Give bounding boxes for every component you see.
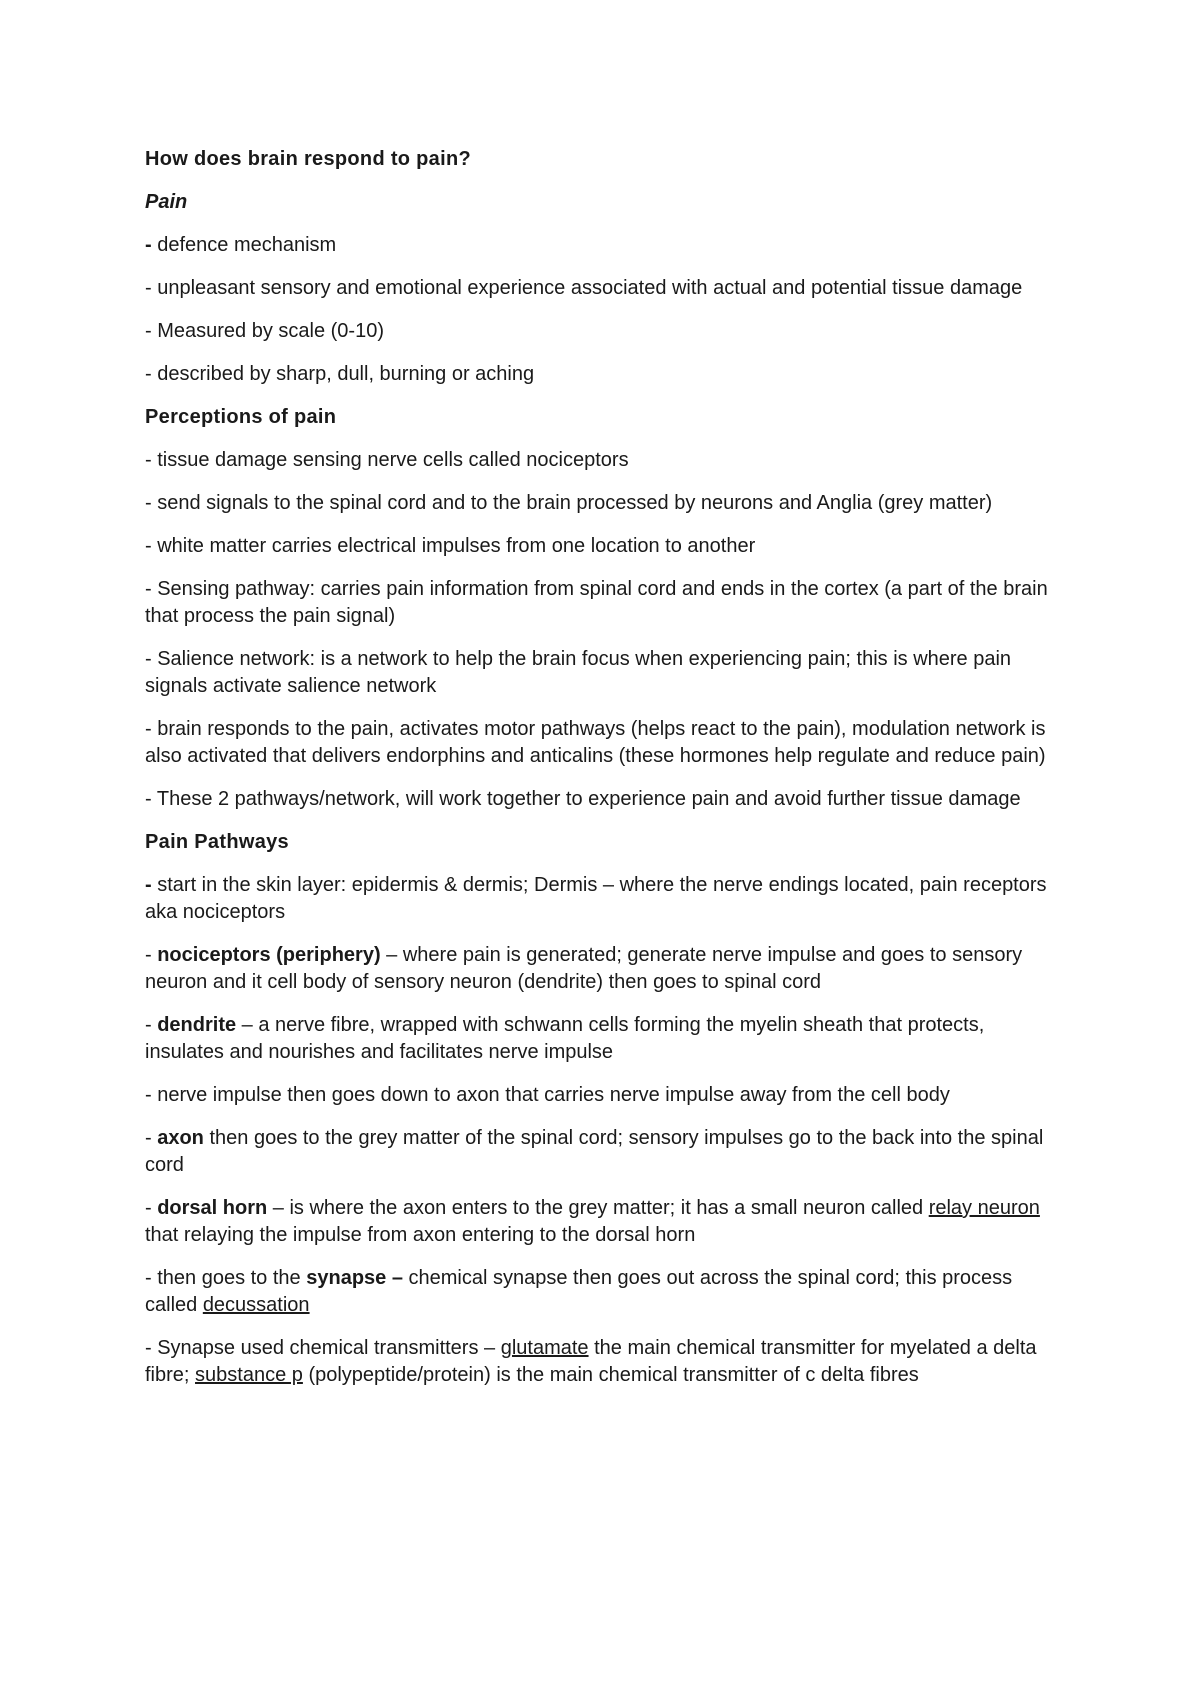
term-nociceptors: nociceptors (periphery) xyxy=(157,944,381,966)
item-prefix: - Synapse used chemical transmitters – xyxy=(145,1337,501,1359)
list-item: - Salience network: is a network to help the brain focus when experiencing pain; this is where pain signals activate salience network xyxy=(145,648,1012,697)
list-item: - send signals to the spinal cord and to the brain processed by neurons and Anglia (grey matter) xyxy=(145,492,993,514)
term-glutamate: glutamate xyxy=(500,1337,589,1359)
document-page xyxy=(145,146,1065,1405)
term-dorsal-horn: dorsal horn xyxy=(157,1197,268,1219)
item-prefix: - xyxy=(145,1127,158,1149)
list-item: - tissue damage sensing nerve cells called nociceptors xyxy=(145,449,629,471)
item-prefix: - then goes to the xyxy=(145,1267,307,1289)
item-prefix: - xyxy=(145,1014,158,1036)
item-prefix: - xyxy=(145,1197,158,1219)
item-text: then goes to the grey matter of the spinal cord; sensory impulses go to the back into the spinal cord xyxy=(145,1127,1044,1176)
term-decussation: decussation xyxy=(202,1294,310,1316)
list-item: - Measured by scale (0-10) xyxy=(145,320,384,342)
item-prefix: - xyxy=(145,944,158,966)
term-relay-neuron: relay neuron xyxy=(928,1197,1040,1219)
dash: - xyxy=(145,234,152,256)
list-item xyxy=(145,1125,1065,1179)
item-text: that relaying the impulse from axon entering to the dorsal horn xyxy=(145,1224,696,1246)
term-axon: axon xyxy=(157,1127,204,1149)
list-item: - nerve impulse then goes down to axon that carries nerve impulse away from the cell body xyxy=(145,1084,950,1106)
list-item: - brain responds to the pain, activates motor pathways (helps react to the pain), modulation network is also activated that delivers endorphins and anticalins (these hormones help regulate and reduce pain) xyxy=(145,718,1046,767)
list-item xyxy=(145,1335,1065,1389)
list-item: - described by sharp, dull, burning or aching xyxy=(145,363,535,385)
section-heading-perceptions: Perceptions of pain xyxy=(145,406,337,428)
item-text: start in the skin layer: epidermis & dermis; Dermis – where the nerve endings located, pain receptors aka nociceptors xyxy=(145,874,1047,923)
item-text: defence mechanism xyxy=(151,234,337,256)
item-text: chemical synapse then goes out across the spinal cord; this process called xyxy=(145,1267,1013,1316)
item-text: – a nerve fibre, wrapped with schwann cells forming the myelin sheath that protects, insulates and nourishes and facilitates nerve impulse xyxy=(145,1014,985,1063)
document-title: How does brain respond to pain? xyxy=(145,148,471,170)
section-heading-pathways: Pain Pathways xyxy=(145,831,289,853)
list-item xyxy=(145,1195,1065,1249)
term-synapse: synapse – xyxy=(306,1267,403,1289)
item-text: (polypeptide/protein) is the main chemical transmitter of c delta fibres xyxy=(302,1364,919,1386)
list-item xyxy=(145,1265,1065,1319)
term-dendrite: dendrite xyxy=(157,1014,237,1036)
item-text: – is where the axon enters to the grey matter; it has a small neuron called xyxy=(267,1197,929,1219)
term-substance-p: substance p xyxy=(195,1364,303,1386)
item-text: the main chemical transmitter for myelated a delta fibre; xyxy=(145,1337,1037,1386)
list-item: - unpleasant sensory and emotional experience associated with actual and potential tissue damage xyxy=(145,277,1023,299)
section-heading-pain: Pain xyxy=(145,191,188,213)
item-text: – where pain is generated; generate nerve impulse and goes to sensory neuron and it cell body of sensory neuron (dendrite) then goes to spinal cord xyxy=(145,944,1023,993)
list-item xyxy=(145,232,1065,259)
dash: - xyxy=(145,874,152,896)
list-item: - Sensing pathway: carries pain information from spinal cord and ends in the cortex (a part of the brain that process the pain signal) xyxy=(145,578,1048,627)
list-item xyxy=(145,872,1065,926)
list-item xyxy=(145,1012,1065,1066)
list-item: - white matter carries electrical impulses from one location to another xyxy=(145,535,756,557)
list-item xyxy=(145,942,1065,996)
list-item: - These 2 pathways/network, will work together to experience pain and avoid further tissue damage xyxy=(145,788,1021,810)
